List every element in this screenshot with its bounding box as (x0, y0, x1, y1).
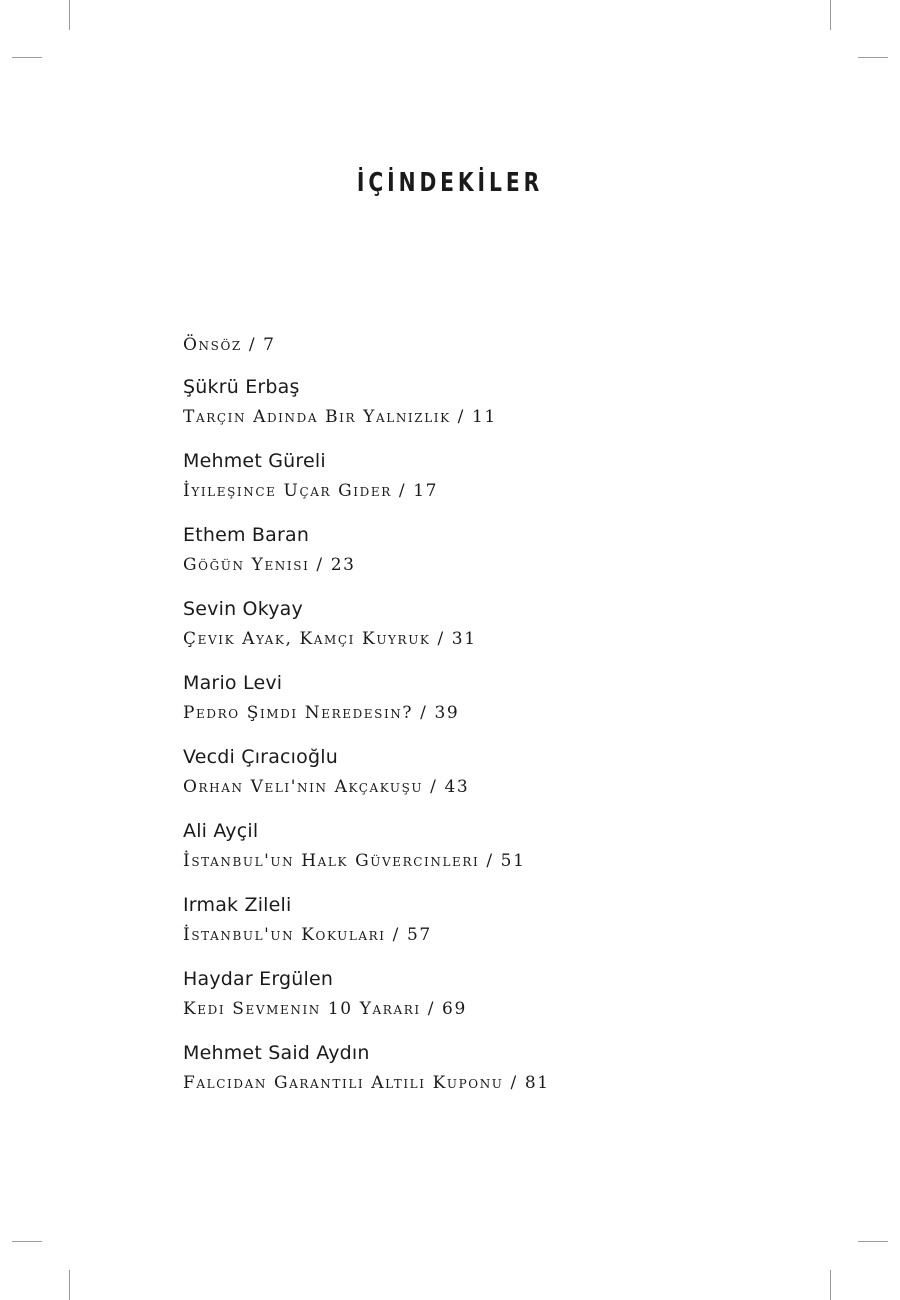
toc-author: Mario Levi (183, 672, 283, 694)
crop-mark (69, 1270, 70, 1300)
crop-mark (12, 57, 42, 58)
toc-work-title: Önsöz / 7 (183, 335, 276, 355)
toc-author: Irmak Zileli (183, 894, 292, 916)
toc-author: Mehmet Güreli (183, 450, 326, 472)
table-of-contents (183, 330, 823, 1114)
toc-entry (183, 374, 823, 434)
crop-mark (12, 1241, 42, 1242)
crop-mark (830, 0, 831, 30)
toc-entry (183, 596, 823, 656)
toc-work-title: İyileşince Uçar Gider / 17 (183, 481, 439, 501)
crop-mark (830, 1270, 831, 1300)
crop-mark (858, 57, 888, 58)
toc-author: Mehmet Said Aydın (183, 1042, 370, 1064)
toc-work-title: Çevik Ayak, Kamçı Kuyruk / 31 (183, 629, 477, 649)
toc-author: Ali Ayçil (183, 820, 259, 842)
toc-author: Vecdi Çıracıoğlu (183, 746, 338, 768)
toc-work-title: Kedi Sevmenin 10 Yararı / 69 (183, 999, 467, 1019)
toc-work-title: Falcıdan Garantili Altılı Kuponu / 81 (183, 1073, 550, 1093)
toc-work-title: Orhan Veli'nin Akçakuşu / 43 (183, 777, 470, 797)
toc-work-title: Tarçın Adında Bir Yalnızlık / 11 (183, 407, 497, 427)
toc-work-title: Pedro Şimdi Neredesin? / 39 (183, 703, 460, 723)
toc-work-title: İstanbul'un Kokuları / 57 (183, 925, 432, 945)
toc-entry (183, 818, 823, 878)
toc-entry (183, 670, 823, 730)
toc-author: Şükrü Erbaş (183, 376, 300, 398)
toc-work-title: İstanbul'un Halk Güvercinleri / 51 (183, 851, 526, 871)
toc-entry (183, 522, 823, 582)
toc-entry (183, 1040, 823, 1100)
toc-author: Haydar Ergülen (183, 968, 334, 990)
page-title: İÇİNDEKİLER (356, 168, 544, 198)
toc-entry (183, 448, 823, 508)
toc-entry (183, 892, 823, 952)
toc-work-title: Göğün Yenisi / 23 (183, 555, 356, 575)
toc-entry (183, 744, 823, 804)
toc-author: Sevin Okyay (183, 598, 303, 620)
toc-author: Ethem Baran (183, 524, 310, 546)
crop-mark (69, 0, 70, 30)
toc-entry (183, 966, 823, 1026)
toc-entry (183, 330, 823, 360)
crop-mark (858, 1241, 888, 1242)
